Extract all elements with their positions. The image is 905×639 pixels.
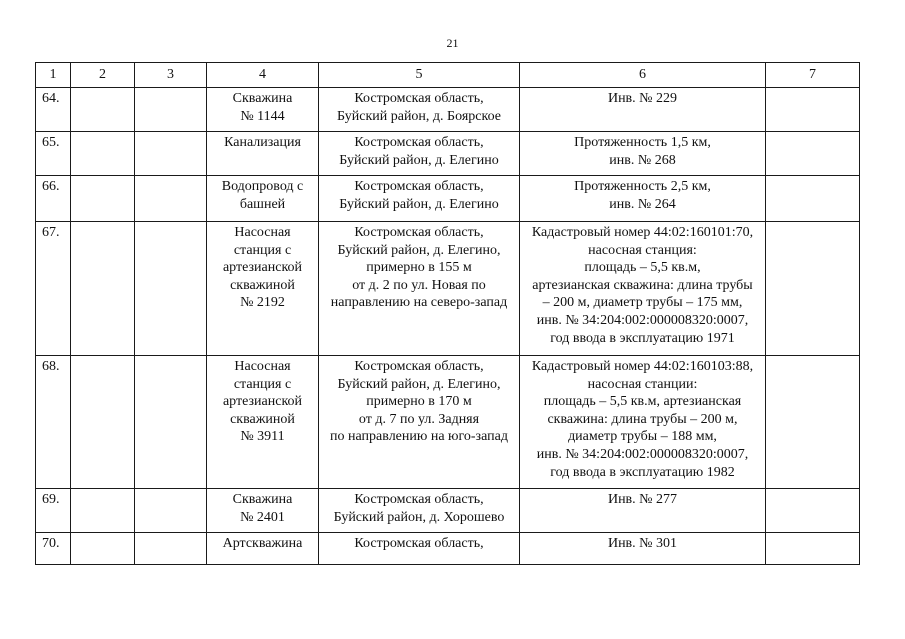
object-name-cell bbox=[207, 222, 319, 356]
details-cell-line: скважина: длина трубы – 200 м, bbox=[547, 411, 738, 427]
object-name-cell bbox=[207, 176, 319, 222]
address-cell bbox=[319, 222, 520, 356]
empty-cell bbox=[135, 132, 207, 176]
object-name-cell-line: Скважина bbox=[232, 492, 293, 507]
empty-cell bbox=[71, 356, 135, 489]
address-cell bbox=[319, 489, 520, 533]
details-cell-line: инв. № 264 bbox=[609, 196, 676, 212]
empty-cell bbox=[71, 88, 135, 132]
address-cell-line: по направлению на юго-запад bbox=[330, 429, 508, 445]
details-cell bbox=[520, 176, 766, 222]
object-name-cell-line: башней bbox=[239, 196, 286, 212]
address-cell-line: Костромская область, bbox=[354, 492, 484, 507]
empty-cell bbox=[135, 489, 207, 533]
column-header: 1 bbox=[36, 63, 71, 88]
address-cell-line: направлению на северо-запад bbox=[330, 295, 508, 311]
details-cell-line: диаметр трубы – 188 мм, bbox=[568, 429, 717, 445]
empty-cell bbox=[766, 132, 860, 176]
details-cell-line: насосная станции: bbox=[587, 376, 698, 392]
row-number-cell: 69. bbox=[36, 489, 71, 533]
details-cell-line: Инв. № 277 bbox=[607, 492, 678, 507]
object-name-cell-line: станция с bbox=[233, 242, 292, 258]
row-number-cell: 68. bbox=[36, 356, 71, 489]
empty-cell bbox=[766, 489, 860, 533]
details-cell-line: артезианская скважина: длина трубы bbox=[532, 277, 753, 293]
table-row bbox=[36, 222, 860, 356]
address-cell-line: Костромская область, bbox=[354, 91, 484, 106]
object-name-cell-line: Насосная bbox=[234, 359, 291, 374]
object-name-cell-line: скважиной bbox=[230, 411, 295, 427]
column-header: 2 bbox=[71, 63, 135, 88]
empty-cell bbox=[766, 176, 860, 222]
address-cell-line: примерно в 170 м bbox=[366, 394, 472, 410]
object-name-cell-line: № 2192 bbox=[240, 295, 285, 311]
object-name-cell bbox=[207, 132, 319, 176]
details-cell-line: Инв. № 301 bbox=[607, 536, 678, 551]
address-cell-line: Буйский район, д. Елегино, bbox=[337, 242, 501, 258]
details-cell-line: год ввода в эксплуатацию 1982 bbox=[550, 464, 735, 480]
details-cell-line: год ввода в эксплуатацию 1971 bbox=[550, 330, 735, 346]
row-number-cell: 67. bbox=[36, 222, 71, 356]
empty-cell bbox=[135, 176, 207, 222]
column-header: 4 bbox=[207, 63, 319, 88]
details-cell bbox=[520, 356, 766, 489]
address-cell-line: от д. 7 по ул. Задняя bbox=[358, 411, 480, 427]
table-body bbox=[36, 63, 860, 565]
object-name-cell bbox=[207, 88, 319, 132]
details-cell bbox=[520, 222, 766, 356]
details-cell-line: инв. № 34:204:002:000008320:0007, bbox=[536, 446, 749, 462]
table-row bbox=[36, 88, 860, 132]
object-name-cell-line: Водопровод с bbox=[221, 179, 304, 194]
address-cell-line: Буйский район, д. Хорошево bbox=[333, 509, 505, 525]
address-cell bbox=[319, 132, 520, 176]
empty-cell bbox=[766, 88, 860, 132]
object-name-cell-line: Скважина bbox=[232, 91, 293, 106]
address-cell-line: Буйский район, д. Елегино, bbox=[337, 376, 501, 392]
details-cell bbox=[520, 88, 766, 132]
empty-cell bbox=[71, 132, 135, 176]
object-name-cell-line: станция с bbox=[233, 376, 292, 392]
details-cell bbox=[520, 489, 766, 533]
object-name-cell-line: Насосная bbox=[234, 225, 291, 240]
column-number-row bbox=[36, 63, 860, 88]
object-name-cell-line: скважиной bbox=[230, 277, 295, 293]
address-cell-line: Буйский район, д. Елегино bbox=[339, 152, 499, 168]
empty-cell bbox=[71, 533, 135, 565]
object-name-cell bbox=[207, 356, 319, 489]
column-header: 6 bbox=[520, 63, 766, 88]
empty-cell bbox=[135, 533, 207, 565]
details-cell-line: – 200 м, диаметр трубы – 175 мм, bbox=[542, 295, 743, 311]
address-cell-line: Костромская область, bbox=[354, 135, 484, 150]
empty-cell bbox=[766, 356, 860, 489]
row-number-cell: 70. bbox=[36, 533, 71, 565]
empty-cell bbox=[135, 88, 207, 132]
details-cell-line: инв. № 34:204:002:000008320:0007, bbox=[536, 312, 749, 328]
empty-cell bbox=[766, 533, 860, 565]
column-header: 3 bbox=[135, 63, 207, 88]
row-number-cell: 64. bbox=[36, 88, 71, 132]
table-row bbox=[36, 356, 860, 489]
address-cell-line: Костромская область, bbox=[354, 225, 484, 240]
details-cell bbox=[520, 132, 766, 176]
object-name-cell bbox=[207, 533, 319, 565]
address-cell bbox=[319, 356, 520, 489]
empty-cell bbox=[71, 489, 135, 533]
address-cell bbox=[319, 88, 520, 132]
object-name-cell-line: № 1144 bbox=[240, 108, 285, 124]
page-number: 21 bbox=[446, 36, 459, 50]
address-cell-line: Буйский район, д. Елегино bbox=[339, 196, 499, 212]
object-name-cell-line: Артскважина bbox=[222, 536, 303, 551]
details-cell-line: площадь – 5,5 кв.м, bbox=[584, 260, 701, 276]
table-row bbox=[36, 489, 860, 533]
empty-cell bbox=[135, 356, 207, 489]
object-name-cell-line: Канализация bbox=[224, 135, 301, 150]
address-cell-line: Костромская область, bbox=[354, 179, 484, 194]
empty-cell bbox=[135, 222, 207, 356]
table-row bbox=[36, 533, 860, 565]
table-row bbox=[36, 132, 860, 176]
details-cell-line: насосная станция: bbox=[588, 242, 697, 258]
column-header: 5 bbox=[319, 63, 520, 88]
empty-cell bbox=[766, 222, 860, 356]
object-name-cell bbox=[207, 489, 319, 533]
object-name-cell-line: № 2401 bbox=[240, 509, 285, 525]
property-registry-table bbox=[35, 62, 860, 565]
details-cell-line: инв. № 268 bbox=[609, 152, 676, 168]
address-cell-line: примерно в 155 м bbox=[366, 260, 472, 276]
details-cell-line: площадь – 5,5 кв.м, артезианская bbox=[543, 394, 742, 410]
object-name-cell-line: № 3911 bbox=[240, 429, 285, 445]
empty-cell bbox=[71, 222, 135, 356]
empty-cell bbox=[71, 176, 135, 222]
address-cell-line: Костромская область, bbox=[354, 536, 484, 551]
column-header: 7 bbox=[766, 63, 860, 88]
row-number-cell: 66. bbox=[36, 176, 71, 222]
details-cell-line: Кадастровый номер 44:02:160101:70, bbox=[531, 225, 754, 240]
row-number-cell: 65. bbox=[36, 132, 71, 176]
table-row bbox=[36, 176, 860, 222]
address-cell bbox=[319, 176, 520, 222]
object-name-cell-line: артезианской bbox=[222, 394, 303, 410]
details-cell-line: Протяженность 1,5 км, bbox=[574, 135, 711, 150]
object-name-cell-line: артезианской bbox=[222, 260, 303, 276]
details-cell bbox=[520, 533, 766, 565]
address-cell-line: Буйский район, д. Боярское bbox=[337, 108, 501, 124]
address-cell-line: от д. 2 по ул. Новая по bbox=[352, 277, 486, 293]
details-cell-line: Инв. № 229 bbox=[607, 91, 678, 106]
address-cell-line: Костромская область, bbox=[354, 359, 484, 374]
address-cell bbox=[319, 533, 520, 565]
details-cell-line: Протяженность 2,5 км, bbox=[574, 179, 711, 194]
details-cell-line: Кадастровый номер 44:02:160103:88, bbox=[531, 359, 754, 374]
